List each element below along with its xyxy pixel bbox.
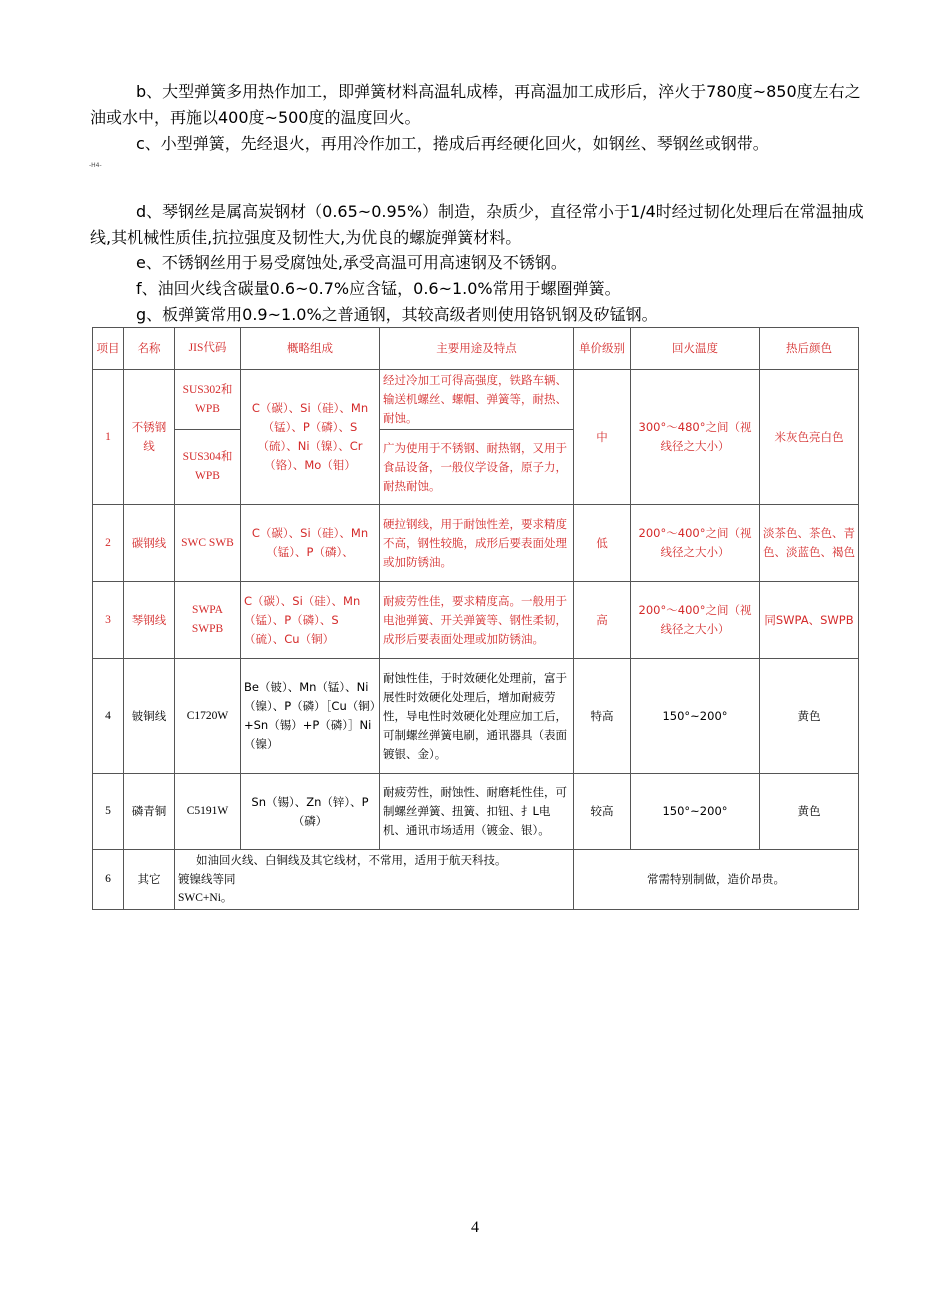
row-temp: 150°~200°	[631, 659, 760, 774]
row-price: 高	[574, 582, 631, 659]
row-usage: 经过冷加工可得高强度，铁路车辆、输送机螺丝、螺帽、弹簧等，耐热、耐蚀。	[380, 370, 574, 430]
row-usage: 广为使用于不锈钢、耐热钢，又用于食品设备，一般仪学设备，原子力，耐热耐蚀。	[380, 430, 574, 505]
row-jis: SWPA SWPB	[175, 582, 241, 659]
paragraph-c: c、小型弹簧，先经退火，再用冷作加工，捲成后再经硬化回火，如钢丝、琴钢丝或钢带。	[136, 134, 769, 153]
row-number: 5	[93, 774, 124, 850]
row-temp: 300°～480°之间（视线径之大小）	[631, 370, 760, 505]
row-usage: 硬拉钢线，用于耐蚀性差，要求精度不高，钢性较脆，成形后要表面处理或加防锈油。	[380, 505, 574, 582]
row-number: 2	[93, 505, 124, 582]
page-number: 4	[471, 1219, 479, 1236]
header-temp: 回火温度	[631, 328, 760, 370]
row-composition: C（碳）、Si（硅）、Mn（锰）、P（磷）、	[241, 505, 380, 582]
table-row	[93, 850, 859, 910]
paragraph-d: d、琴钢丝是属高炭钢材（0.65~0.95%）制造，杂质少，直径常小于1/4时经过韧化处理后在常温抽成线,其机械性质佳,抗拉强度及韧性大,为优良的螺旋弹簧材料。	[90, 202, 864, 247]
row-color: 黄色	[760, 774, 859, 850]
row-name: 琴钢线	[124, 582, 175, 659]
row-usage: 耐疲劳性佳，要求精度高。一般用于电池弹簧、开关弹簧等、钢性柔韧，成形后要表面处理或加防锈油。	[380, 582, 574, 659]
row-price: 低	[574, 505, 631, 582]
header-price: 单价级别	[574, 328, 631, 370]
row-color: 黄色	[760, 659, 859, 774]
header-composition: 概略组成	[241, 328, 380, 370]
header-color: 热后颜色	[760, 328, 859, 370]
table-row	[93, 659, 859, 774]
paragraph-b: b、大型弹簧多用热作加工，即弹簧材料高温轧成棒，再高温加工成形后，淬火于780度~850度左右之油或水中，再施以400度~500度的温度回火。	[90, 82, 861, 127]
row-price: 中	[574, 370, 631, 505]
row-number: 6	[93, 850, 124, 910]
table-header-row	[93, 328, 859, 370]
row-usage: 耐蚀性佳，于时效硬化处理前，富于展性时效硬化处理后，增加耐疲劳性，导电性时效硬化处理应加工后，可制螺丝弹簧电刷，通讯器具（表面镀银、金）。	[380, 659, 574, 774]
row-desc-line3: SWC+Ni。	[178, 892, 233, 904]
paragraph-f: f、油回火线含碳量0.6~0.7%应含锰，0.6~1.0%常用于螺圈弹簧。	[136, 279, 621, 298]
row-color: 米灰色亮白色	[760, 370, 859, 505]
row-composition: C（碳）、Si（硅）、Mn（锰）、P（磷）、S（硫）、Cu（铜）	[241, 582, 380, 659]
table-row	[93, 582, 859, 659]
row-number: 4	[93, 659, 124, 774]
row-description	[175, 850, 574, 910]
page-marker: -H4-	[89, 162, 102, 169]
row-name: 不锈钢线	[124, 370, 175, 505]
table-row	[93, 505, 859, 582]
row-name: 铍铜线	[124, 659, 175, 774]
row-jis: SUS304和WPB	[175, 430, 241, 505]
row-price: 较高	[574, 774, 631, 850]
row-usage: 耐疲劳性，耐蚀性、耐磨耗性佳，可制螺丝弹簧、扭簧、扣钮、扌L电机、通讯市场适用（镀金、银）。	[380, 774, 574, 850]
row-jis: C1720W	[175, 659, 241, 774]
paragraph-e: e、不锈钢丝用于易受腐蚀处,承受高温可用高速钢及不锈钢。	[136, 253, 567, 272]
row-temp: 200°～400°之间（视线径之大小）	[631, 582, 760, 659]
header-usage: 主要用途及特点	[380, 328, 574, 370]
row-temp: 150°~200°	[631, 774, 760, 850]
row-color: 淡茶色、茶色、青色、淡蓝色、褐色	[760, 505, 859, 582]
row-price: 特高	[574, 659, 631, 774]
row-name: 碳钢线	[124, 505, 175, 582]
row-temp: 200°～400°之间（视线径之大小）	[631, 505, 760, 582]
row-jis: C5191W	[175, 774, 241, 850]
row-composition: Sn（锡）、Zn（锌）、P（磷）	[241, 774, 380, 850]
row-desc-line2: 镀镍线等同	[178, 872, 236, 886]
row-jis: SWC SWB	[175, 505, 241, 582]
table-row	[93, 370, 859, 430]
header-jis: JIS代码	[175, 328, 241, 370]
paragraph-g: g、板弹簧常用0.9~1.0%之普通钢，其较高级者则使用铬钒钢及矽锰钢。	[136, 305, 658, 324]
row-desc-line1: 如油回火线、白铜线及其它线材，不常用，适用于航天科技。	[196, 853, 507, 867]
header-name: 名称	[124, 328, 175, 370]
header-item: 项目	[93, 328, 124, 370]
spring-material-table	[92, 327, 859, 910]
row-jis: SUS302和WPB	[175, 370, 241, 430]
row-number: 1	[93, 370, 124, 505]
row-composition: C（碳）、Si（硅）、Mn（锰）、P（磷）、S（硫）、Ni（镍）、Cr（铬）、Mo（钼）	[241, 370, 380, 505]
row-composition: Be（铍）、Mn（锰）、Ni（镍）、P（磷）［Cu（铜）+Sn（锡）+P（磷）］Ni（镍）	[241, 659, 380, 774]
row-name: 其它	[124, 850, 175, 910]
row-color: 同SWPA、SWPB	[760, 582, 859, 659]
table-row	[93, 774, 859, 850]
row-number: 3	[93, 582, 124, 659]
row-name: 磷青铜	[124, 774, 175, 850]
row-note: 常需特别制做，造价昂贵。	[574, 850, 859, 910]
